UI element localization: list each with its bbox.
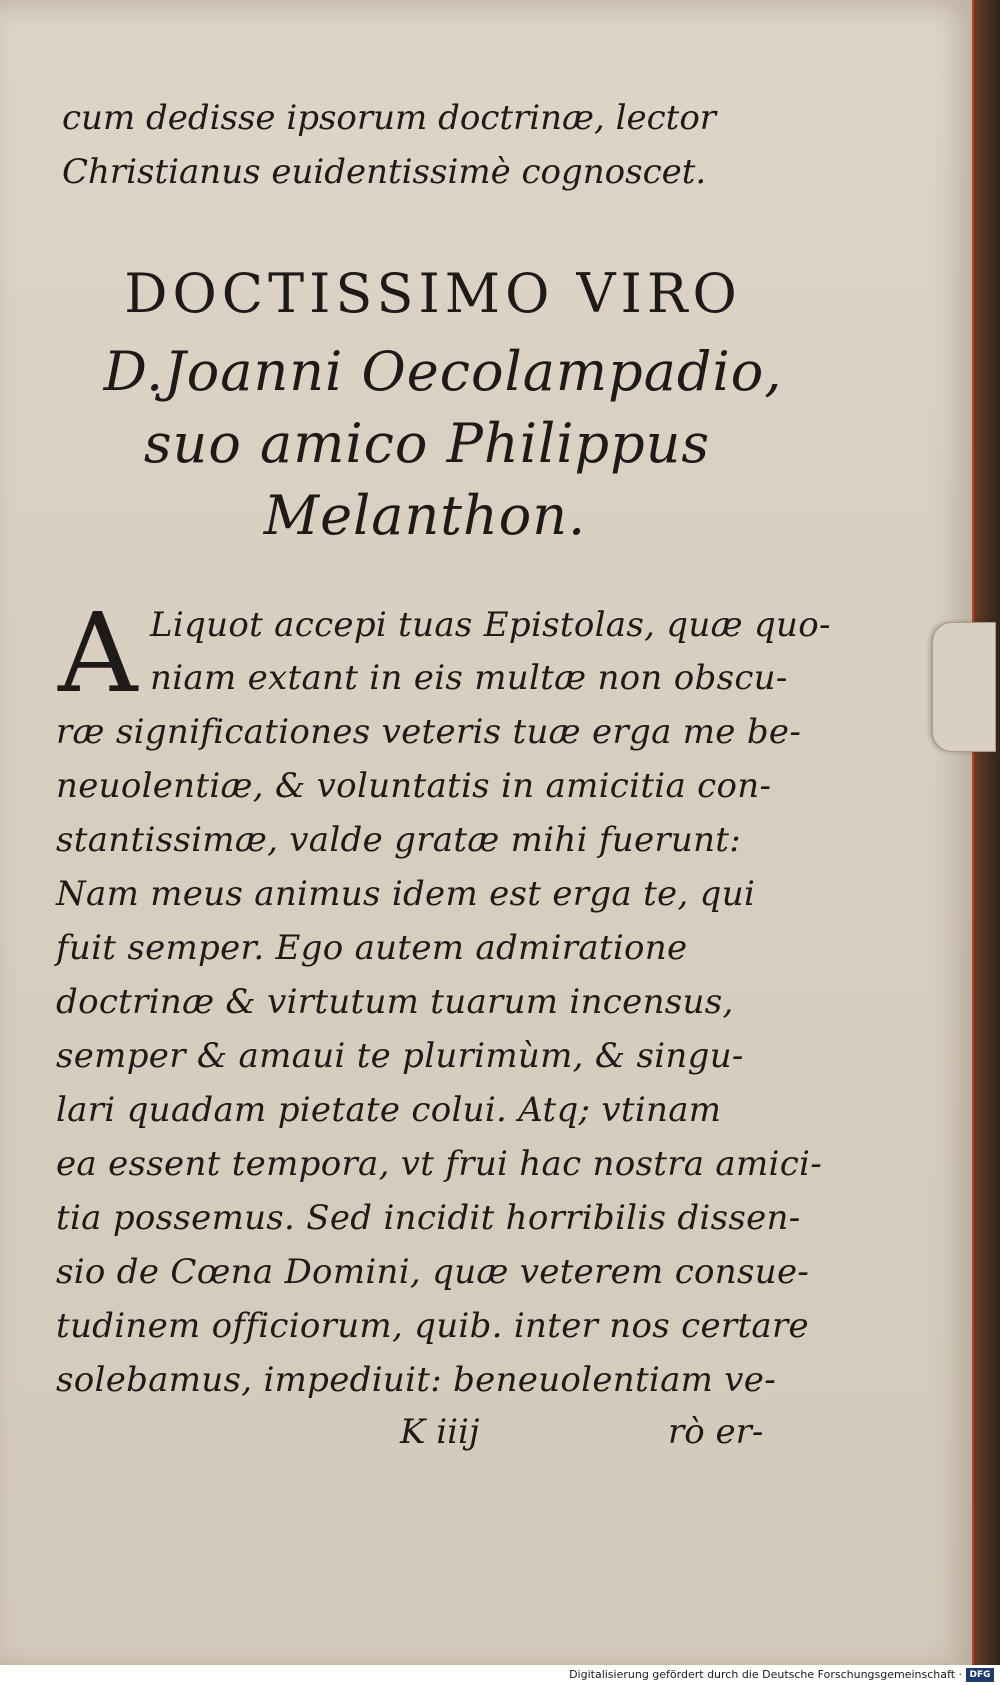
heading-line-4: Melanthon.	[263, 484, 587, 547]
body-line-3: ræ significationes veteris tuæ erga me be-	[56, 712, 802, 752]
body-line-12: tia possemus. Sed incidit horribilis dissen-	[56, 1198, 801, 1238]
digitization-credit: Digitalisierung gefördert durch die Deutsche Forschungsgemeinschaft ·	[0, 1665, 1000, 1685]
body-line-13: sio de Cœna Domini, quæ veterem consue-	[56, 1252, 810, 1292]
body-line-9: semper & amaui te plurimùm, & singu-	[56, 1036, 744, 1076]
body-line-4: neuolentiæ, & voluntatis in amicitia con-	[56, 766, 772, 806]
body-line-5: stantissimæ, valde gratæ mihi fuerunt:	[56, 820, 742, 860]
body-line-6: Nam meus animus idem est erga te, qui	[56, 874, 756, 914]
top-line-1: cum dedisse ipsorum doctrinæ, lector	[62, 98, 717, 138]
body-line-10: lari quadam pietate colui. Atq; vtinam	[56, 1090, 722, 1130]
signature-mark: K iiij	[400, 1412, 480, 1452]
drop-cap: A	[58, 589, 138, 717]
catchword: rò er-	[668, 1412, 764, 1452]
heading-line-3: suo amico Philippus	[143, 412, 711, 475]
body-line-11: ea essent tempora, vt frui hac nostra amici-	[56, 1144, 823, 1184]
body-line-1: Liquot accepi tuas Epistolas, quæ quo-	[150, 605, 831, 645]
heading-line-1: DOCTISSIMO VIRO	[124, 262, 742, 325]
body-line-2: niam extant in eis multæ non obscu-	[150, 658, 788, 698]
body-line-7: fuit semper. Ego autem admiratione	[56, 928, 688, 968]
heading-line-2: D.Joanni Oecolampadio,	[103, 340, 783, 403]
page-tab-marker	[932, 622, 996, 752]
top-line-2: Christianus euidentissimè cognoscet.	[62, 152, 707, 192]
dfg-logo: DFG	[966, 1668, 994, 1682]
body-line-14: tudinem officiorum, quib. inter nos certare	[56, 1306, 809, 1346]
body-line-8: doctrinæ & virtutum tuarum incensus,	[56, 982, 734, 1022]
body-line-15: solebamus, impediuit: beneuolentiam ve-	[56, 1360, 777, 1400]
